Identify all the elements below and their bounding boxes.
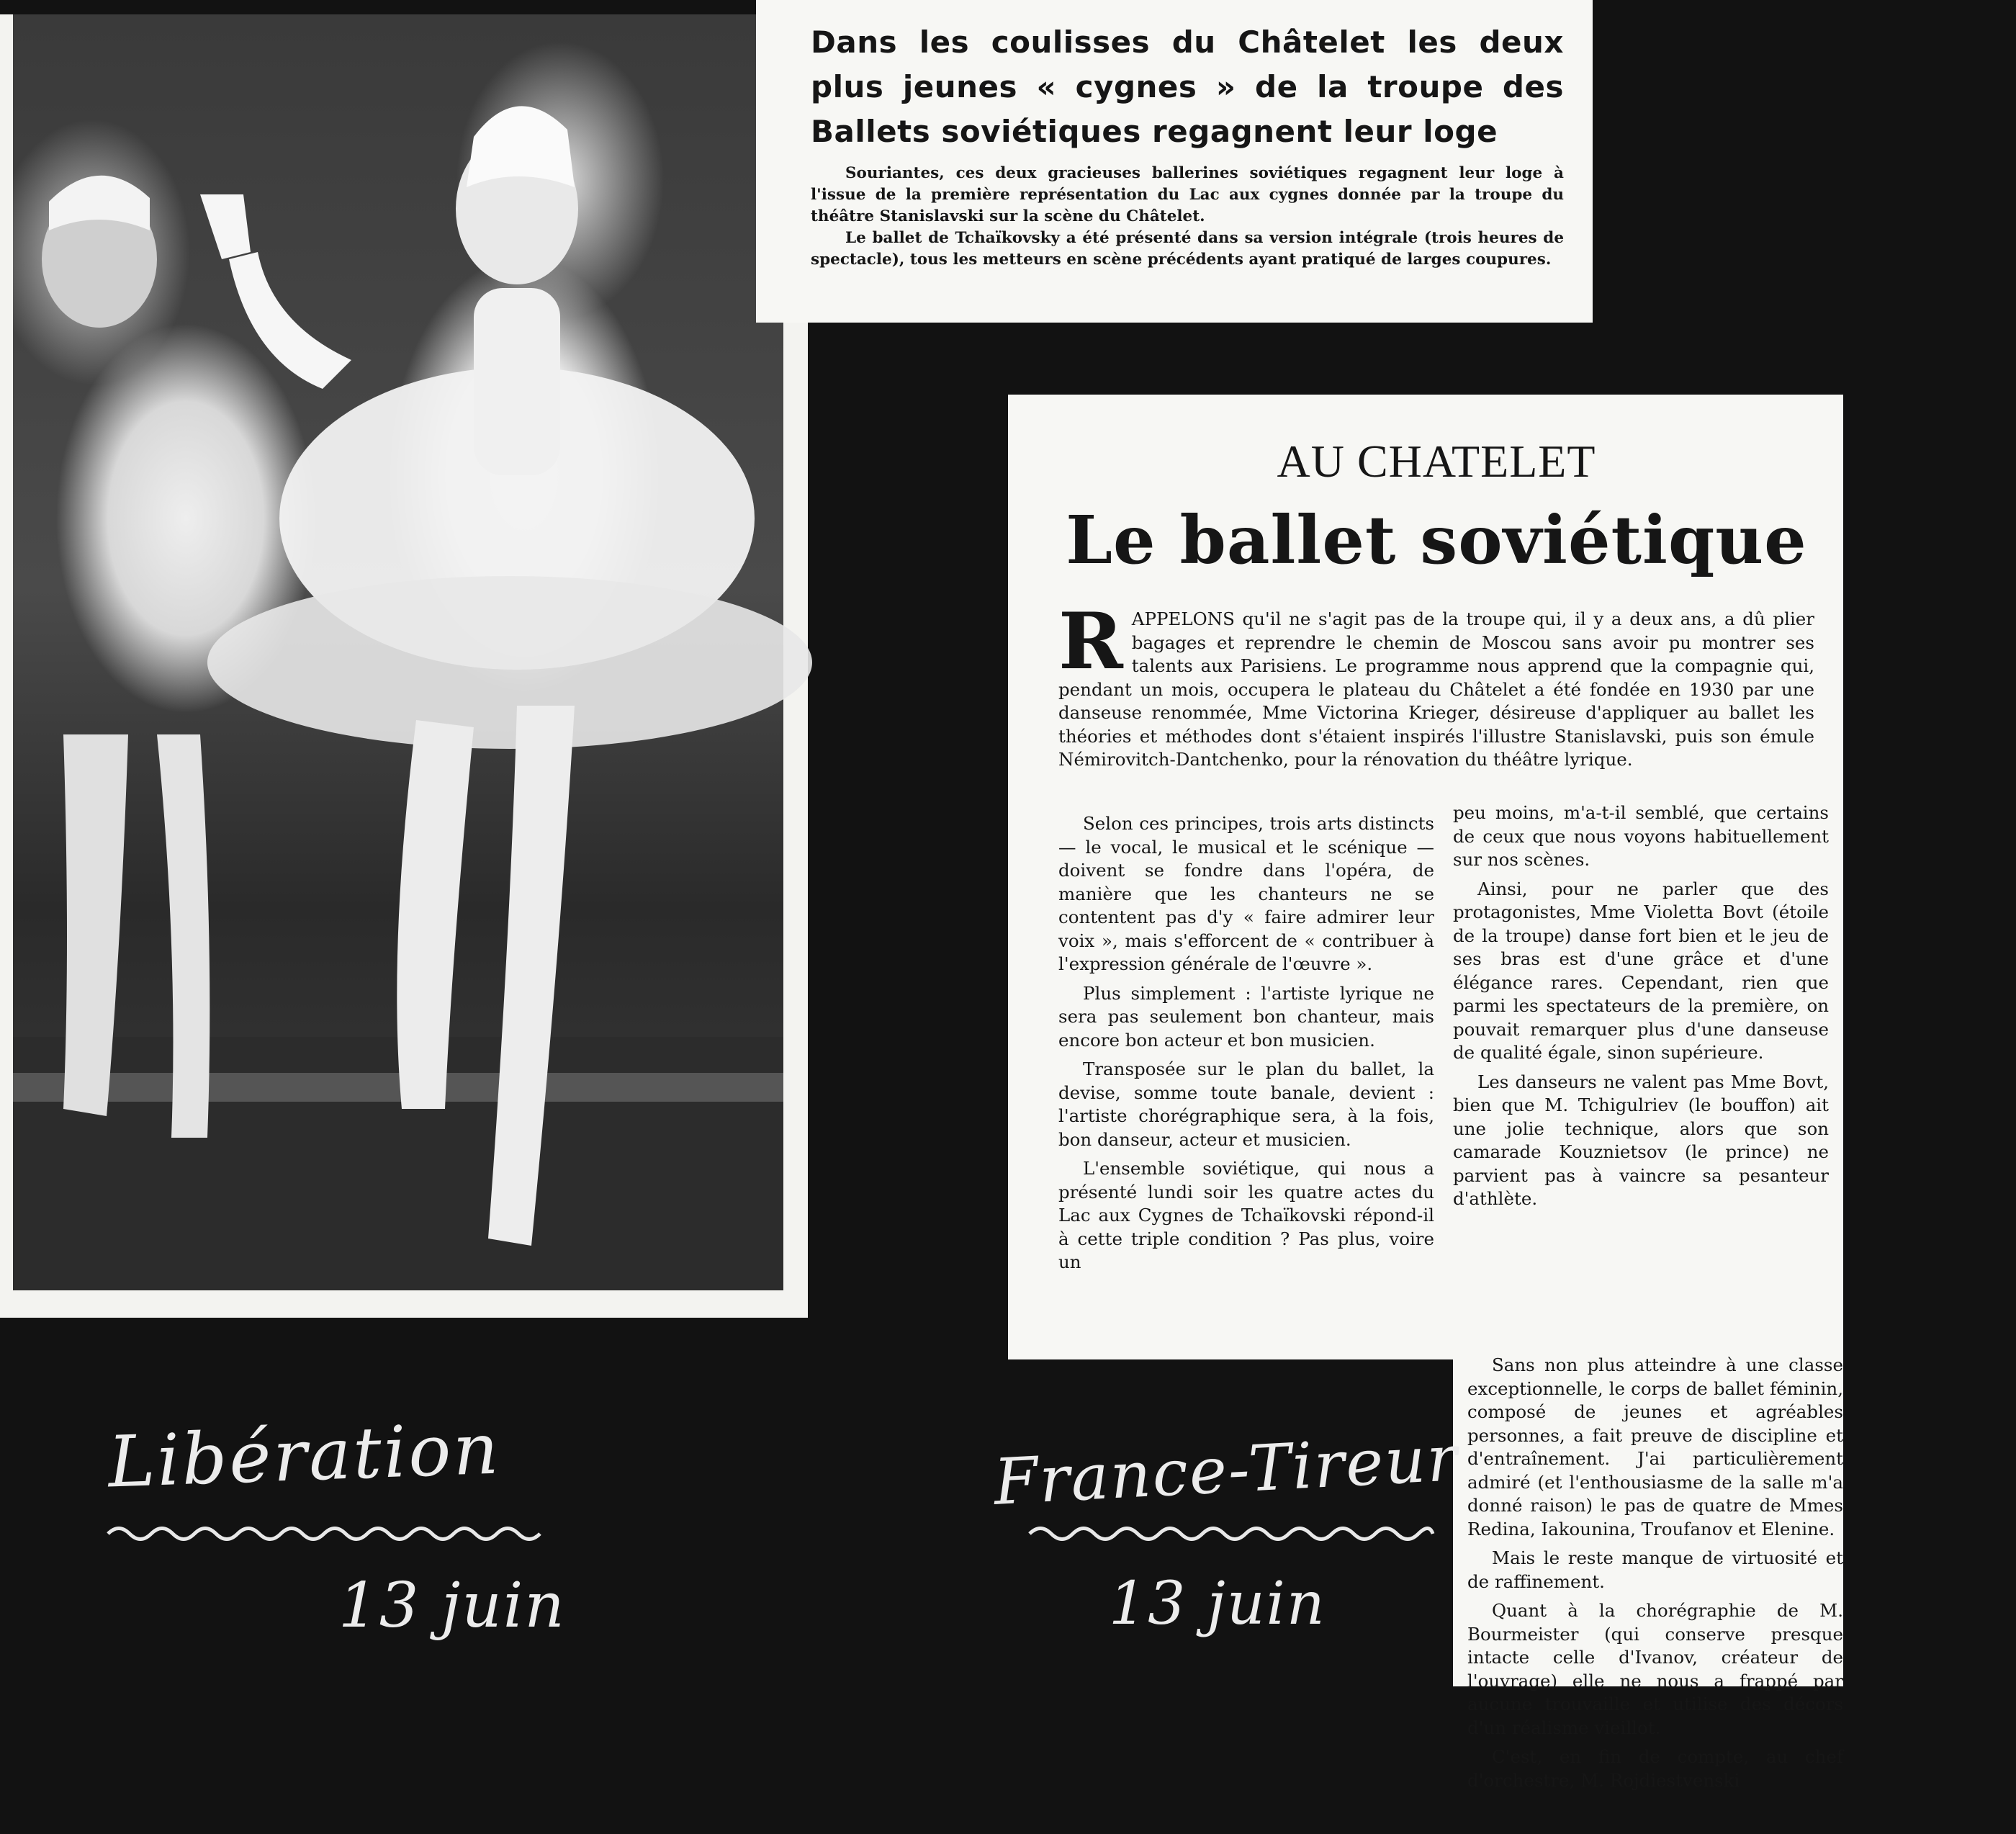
lead-text: APPELONS qu'il ne s'agit pas de la troupe qui, il y a deux ans, a dû plier bagages et reprendre le chemin de Moscou sans avoir pu montrer ses talents aux Parisiens. Le programme nous apprend que la compagnie qui, pendant un mois, occupera le plateau du Châtelet a été fondée en 1930 par une danseuse renommée, Mme Victorina Krieger, désireuse d'appliquer au ballet les théories et méthodes dont s'étaient inspirés l'illustre Stanislavski, puis son émule Némirovitch-Dantchenko, pour la rénovation du théâtre lyrique. [1058,608,1814,770]
france-tireur-clipping [1008,395,1843,1359]
handwritten-source-france-tireur: France-Tireur [991,1421,1461,1519]
column-paragraph: Mais le reste manque de virtuosité et de raffinement. [1467,1547,1843,1592]
column-paragraph: L'ensemble soviétique, qui nous a présenté lundi soir les quatre actes du Lac aux Cygnes de Tchaïkovski répond-il à cette triple condition ? Pas plus, voire un [1058,1158,1434,1272]
france-tireur-continuation [1453,1354,1843,1791]
article-lead [1058,596,1814,772]
column-paragraph: Selon ces principes, trois arts distincts — le vocal, le musical et le scénique — doivent se fondre dans l'opéra, de manière que les chanteurs ne se contentent pas d'y « faire admirer leur voix », mais s'efforcent de « contribuer à l'expression générale de l'œuvre ». [1058,813,1434,974]
liberation-headline: Dans les coulisses du Châtelet les deux plus jeunes « cygnes » de la troupe des Ballets soviétiques regagnent leur loge [811,24,1564,149]
underline-squiggle-icon [1030,1519,1433,1548]
ballerinas-photo [13,14,783,1290]
column-paragraph: C'est, en fin de compte, au chef d'orchestre, M. Rojdiestvenski [1467,1746,1843,1791]
column-paragraph: Sans non plus atteindre à une classe exceptionnelle, le corps de ballet féminin, composé de jeunes et agréables personnes, a fait preuve de discipline et d'entraînement. J'ai particulièrement admiré (et l'enthousiasme de la salle m'a donné raison) le pas de quatre de Mmes Redina, Iakounina, Troufanov et Elenine. [1467,1354,1843,1539]
handwritten-date-france-tireur: 13 juin [1109,1570,1326,1638]
column-paragraph: Les danseurs ne valent pas Mme Bovt, bien que M. Tchigulriev (le bouffon) ait une jolie technique, alors que son camarade Kouznietsov (le prince) ne parvient pas à vaincre sa pesanteur d'athlète. [1453,1071,1829,1209]
column-paragraph: Plus simplement : l'artiste lyrique ne sera pas seulement bon chanteur, mais encore bon acteur et bon musicien. [1058,982,1434,1051]
column-paragraph: Ainsi, pour ne parler que des protagonistes, Mme Violetta Bovt (étoile de la troupe) danse fort bien et le jeu de ses bras est d'une grâce et d'une élégance rares. Cependant, rien que parmi les spectateurs de la première, on pouvait remarquer plus d'une danseuse de qualité égale, sinon supérieure. [1453,878,1829,1063]
handwritten-source-liberation: Libération [107,1408,503,1504]
column-paragraph: peu moins, m'a-t-il semblé, que certains de ceux que nous voyons habituellement sur nos scènes. [1453,802,1829,870]
article-column-continuation [1467,1354,1843,1792]
article-kicker: AU CHATELET [1277,436,1596,487]
liberation-paragraph-2: Le ballet de Tchaïkovsky a été présenté dans sa version intégrale (trois heures de spectacle), tous les metteurs en scène précédents ayant pratiqué de larges coupures. [811,229,1564,269]
column-paragraph: Transposée sur le plan du ballet, la devise, somme toute banale, devient : l'artiste chorégraphique sera, à la fois, bon danseur, acteur et musicien. [1058,1058,1434,1150]
ballerinas-illustration [13,14,783,1290]
liberation-clipping [756,0,1593,323]
article-column-left [1058,812,1434,1280]
drop-cap: R [1058,596,1123,687]
photo-clipping [0,14,808,1318]
article-column-right [1453,801,1829,1217]
article-title: Le ballet soviétique [1066,501,1807,579]
liberation-paragraph-1: Souriantes, ces deux gracieuses ballerines soviétiques regagnent leur loge à l'issue de la première représentation du Lac aux cygnes donnée par la troupe du théâtre Stanislavski sur la scène du Châtelet. [811,164,1564,225]
underline-squiggle-icon [108,1519,540,1548]
column-paragraph: Quant à la chorégraphie de M. Bourmeister (qui conserve presque intacte celle d'Ivanov, créateur de l'ouvrage) elle ne nous a frappé par aucune trouvaille et utilise des décors d'un réalisme vieillot. [1467,1600,1843,1738]
handwritten-date-liberation: 13 juin [338,1570,566,1642]
